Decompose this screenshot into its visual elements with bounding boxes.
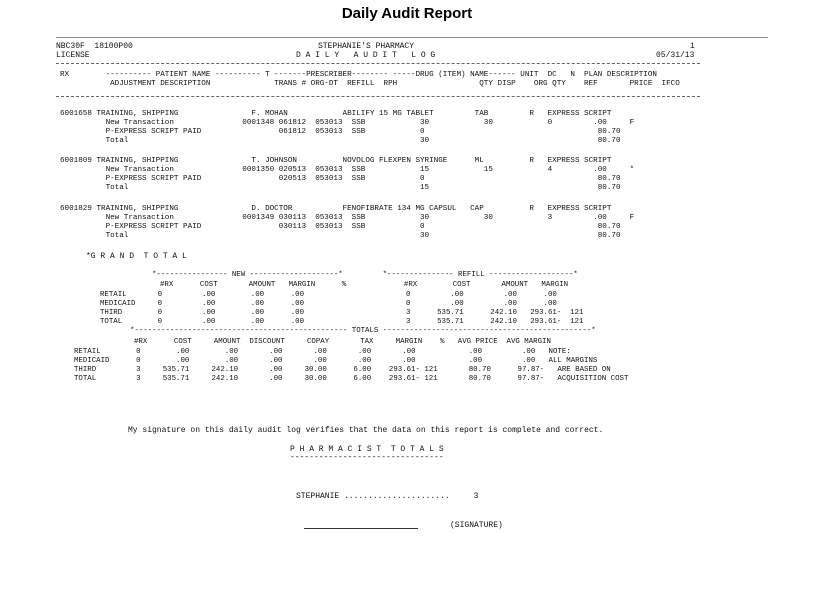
new-refill-row: THIRD 0 .00 .00 .00 3 535.71 242.10 293.61- 121 [100,309,584,317]
new-refill-row: TOTAL 0 .00 .00 .00 3 535.71 242.10 293.61- 121 [100,318,584,326]
totals-header: #RX COST AMOUNT DISCOUNT COPAY TAX MARGIN % AVG PRICE AVG MARGIN [134,338,551,346]
transaction-line: 6001658 TRAINING, SHIPPING F. MOHAN ABILIFY 15 MG TABLET TAB R EXPRESS SCRIPT [60,110,612,118]
header-rule-top [56,63,700,64]
transaction-line: P-EXPRESS SCRIPT PAID 030113 053013 SSB 0 80.70 [60,223,621,231]
pharmacist-totals-underline: -------------------------------- [290,453,444,462]
totals-row: TOTAL 3 535.71 242.10 .00 30.00 6.00 293.61- 121 80.70 97.87- ACQUISITION COST [74,375,629,383]
log-title: D A I L Y A U D I T L O G [296,51,436,60]
new-refill-row: MEDICAID 0 .00 .00 .00 0 .00 .00 .00 [100,300,557,308]
grand-total-label: *G R A N D T O T A L [86,252,187,261]
totals-row: RETAIL 0 .00 .00 .00 .00 .00 .00 .00 .00 NOTE: [74,348,571,356]
report-date: 05/31/13 [656,51,695,60]
store-code: NBC30F 18100P00 [56,42,133,51]
totals-banner: *------------------------------------------------ TOTALS -----------------------------------------------* [130,327,596,335]
signature-statement: My signature on this daily audit log verifies that the data on this report is complete and correct. [128,426,604,435]
new-refill-row: RETAIL 0 .00 .00 .00 0 .00 .00 .00 [100,291,557,299]
transaction-line: 6001809 TRAINING, SHIPPING T. JOHNSON NOVOLOG FLEXPEN SYRINGE ML R EXPRESS SCRIPT [60,157,612,165]
transaction-line: P-EXPRESS SCRIPT PAID 061812 053013 SSB 0 80.70 [60,128,621,136]
signature-line [304,528,418,529]
transaction-line: New Transaction 0001348 061812 053013 SSB 30 30 0 .00 F [60,119,635,127]
transaction-line: Total 30 80.70 [60,137,621,145]
page-title: Daily Audit Report [341,5,473,22]
pharmacist-total-line: STEPHANIE ...................... 3 [296,492,479,501]
top-rule [56,37,768,38]
transaction-line: Total 15 80.70 [60,184,621,192]
pharmacist-totals-title: P H A R M A C I S T T O T A L S [290,445,444,454]
store-name: STEPHANIE'S PHARMACY [318,42,415,51]
header-rule-bottom [56,96,700,97]
totals-row: MEDICAID 0 .00 .00 .00 .00 .00 .00 .00 .00 ALL MARGINS [74,357,598,365]
page-number: 1 [690,42,695,51]
totals-row: THIRD 3 535.71 242.10 .00 30.00 6.00 293.61- 121 80.70 97.87- ARE BASED ON [74,366,611,374]
license-label: LICENSE [56,51,90,60]
new-refill-banner: *---------------- NEW --------------------* *--------------- REFILL -------------------* [152,271,578,279]
transaction-line: New Transaction 0001349 030113 053013 SSB 30 30 3 .00 F [60,214,635,222]
transaction-line: P-EXPRESS SCRIPT PAID 020513 053013 SSB 0 80.70 [60,175,621,183]
column-header-line-1: RX ---------- PATIENT NAME ---------- T -------PRESCRIBER-------- -----DRUG (ITEM) NAME------ UNIT DC N PLAN DESCRIPTION [60,71,657,79]
column-header-line-2: ADJUSTMENT DESCRIPTION TRANS # ORG-DT REFILL RPH QTY DISP ORG QTY REF PRICE IFCO [60,80,680,88]
new-refill-header: #RX COST AMOUNT MARGIN % #RX COST AMOUNT MARGIN [160,281,569,289]
transaction-line: Total 30 80.70 [60,232,621,240]
signature-label: (SIGNATURE) [450,521,503,530]
transaction-line: 6001829 TRAINING, SHIPPING D. DOCTOR FENOFIBRATE 134 MG CAPSUL CAP R EXPRESS SCRIPT [60,205,612,213]
transaction-line: New Transaction 0001350 020513 053013 SSB 15 15 4 .00 * [60,166,635,174]
